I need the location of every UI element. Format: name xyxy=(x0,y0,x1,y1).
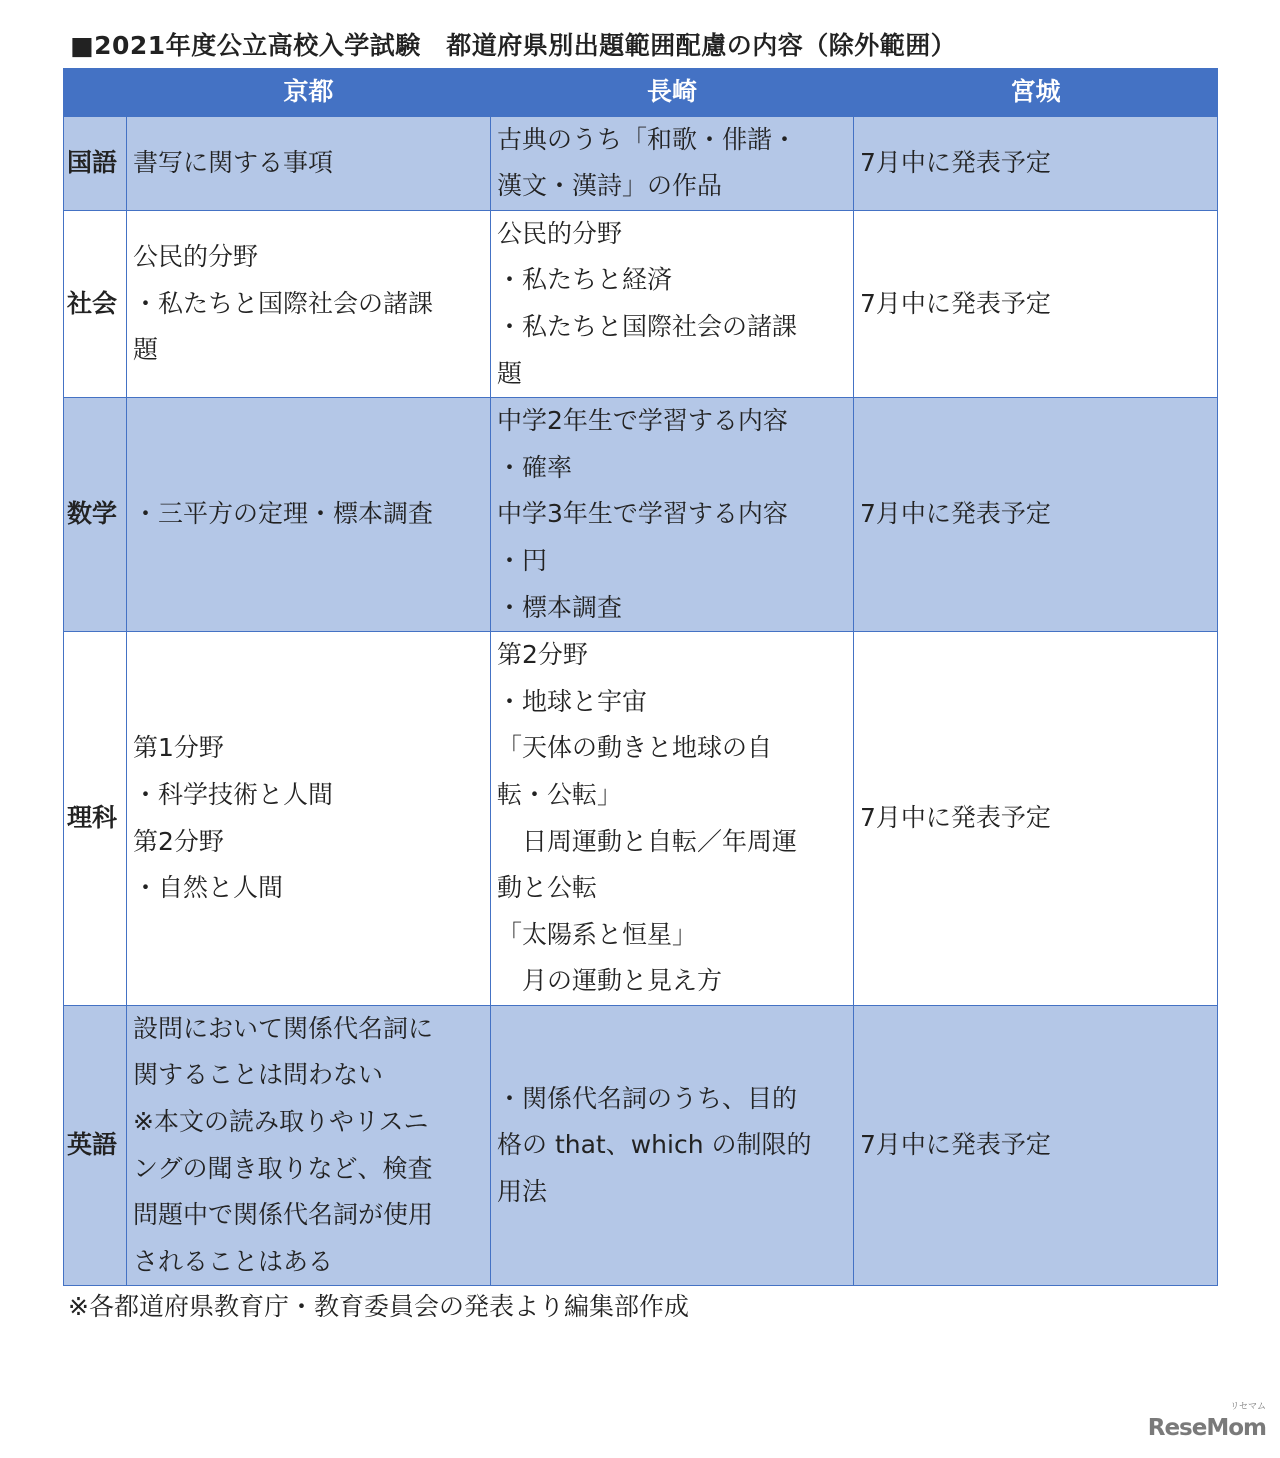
source-note: ※各都道府県教育庁・教育委員会の発表より編集部作成 xyxy=(68,1292,689,1321)
cell-line: 月の運動と見え方 xyxy=(497,966,723,996)
table-row xyxy=(64,398,1218,632)
cell-line: 公民的分野 xyxy=(497,218,623,248)
subject-cell: 数学 xyxy=(64,398,127,632)
cell-kyoto xyxy=(127,210,491,397)
cell-line: されることはある xyxy=(133,1246,334,1276)
cell-line: ・標本調査 xyxy=(497,592,623,622)
cell-line: 題 xyxy=(133,335,159,365)
cell-line: ・三平方の定理・標本調査 xyxy=(133,499,434,529)
cell-line: ※本文の読み取りやリスニ xyxy=(133,1107,429,1137)
cell-line: 公民的分野 xyxy=(133,242,259,272)
exam-scope-table xyxy=(63,68,1218,1286)
table-row xyxy=(64,116,1218,210)
subject-cell: 理科 xyxy=(64,632,127,1006)
cell-line: 第2分野 xyxy=(497,640,588,670)
table-row xyxy=(64,210,1218,397)
cell-line: 中学2年生で学習する内容 xyxy=(497,406,788,436)
cell-line: 7月中に発表予定 xyxy=(860,147,1051,177)
subject-cell: 英語 xyxy=(64,1005,127,1286)
cell-line: ・関係代名詞のうち、目的 xyxy=(497,1083,798,1113)
cell-line: 7月中に発表予定 xyxy=(860,288,1051,318)
cell-line: 7月中に発表予定 xyxy=(860,499,1051,529)
subject-cell: 国語 xyxy=(64,116,127,210)
cell-line: 7月中に発表予定 xyxy=(860,803,1051,833)
cell-miyagi xyxy=(854,398,1218,632)
cell-line: 「太陽系と恒星」 xyxy=(497,919,698,949)
cell-line: ・地球と宇宙 xyxy=(497,686,648,716)
logo-text: ReseMom xyxy=(1147,1415,1266,1441)
cell-line: 問題中で関係代名詞が使用 xyxy=(133,1200,434,1230)
cell-line: ・科学技術と人間 xyxy=(133,779,334,809)
cell-line: ・自然と人間 xyxy=(133,873,284,903)
cell-line: 7月中に発表予定 xyxy=(860,1130,1051,1160)
header-kyoto: 京都 xyxy=(127,69,491,117)
cell-nagasaki xyxy=(491,116,854,210)
cell-line: 格の that、which の制限的 xyxy=(497,1130,812,1160)
cell-line: ・私たちと国際社会の諸課 xyxy=(133,288,434,318)
header-corner xyxy=(64,69,127,117)
page-title: ■2021年度公立高校入学試験 都道府県別出題範囲配慮の内容（除外範囲） xyxy=(70,31,957,60)
cell-line: 動と公転 xyxy=(497,873,598,903)
cell-line: ングの聞き取りなど、検査 xyxy=(133,1153,433,1183)
cell-miyagi xyxy=(854,1005,1218,1286)
cell-nagasaki xyxy=(491,398,854,632)
cell-line: ・確率 xyxy=(497,452,573,482)
cell-miyagi xyxy=(854,210,1218,397)
cell-kyoto xyxy=(127,398,491,632)
cell-line: 書写に関する事項 xyxy=(133,147,334,177)
cell-line: 転・公転」 xyxy=(497,779,623,809)
cell-line: 用法 xyxy=(497,1176,548,1206)
cell-nagasaki xyxy=(491,632,854,1006)
cell-line: 古典のうち「和歌・俳諧・ xyxy=(497,124,798,154)
cell-nagasaki xyxy=(491,1005,854,1286)
cell-kyoto xyxy=(127,632,491,1006)
cell-line: 関することは問わない xyxy=(133,1060,384,1090)
cell-line: 漢文・漢詩」の作品 xyxy=(497,171,723,201)
cell-line: 第1分野 xyxy=(133,733,224,763)
table-row xyxy=(64,632,1218,1006)
cell-kyoto xyxy=(127,116,491,210)
resemom-logo xyxy=(1148,1402,1266,1441)
subject-cell: 社会 xyxy=(64,210,127,397)
cell-line: 「天体の動きと地球の自 xyxy=(497,733,773,763)
cell-line: ・円 xyxy=(497,545,548,575)
header-miyagi: 宮城 xyxy=(854,69,1218,117)
cell-miyagi xyxy=(854,116,1218,210)
cell-kyoto xyxy=(127,1005,491,1286)
logo-kana: リセマム xyxy=(1230,1402,1266,1412)
cell-nagasaki xyxy=(491,210,854,397)
cell-miyagi xyxy=(854,632,1218,1006)
cell-line: ・私たちと国際社会の諸課 xyxy=(497,311,798,341)
cell-line: 日周運動と自転／年周運 xyxy=(497,826,798,856)
cell-line: ・私たちと経済 xyxy=(497,265,673,295)
cell-line: 題 xyxy=(497,358,523,388)
cell-line: 第2分野 xyxy=(133,826,224,856)
table-row xyxy=(64,1005,1218,1286)
cell-line: 中学3年生で学習する内容 xyxy=(497,499,788,529)
cell-line: 設問において関係代名詞に xyxy=(133,1013,434,1043)
table-header-row xyxy=(64,69,1218,117)
header-nagasaki: 長崎 xyxy=(491,69,854,117)
